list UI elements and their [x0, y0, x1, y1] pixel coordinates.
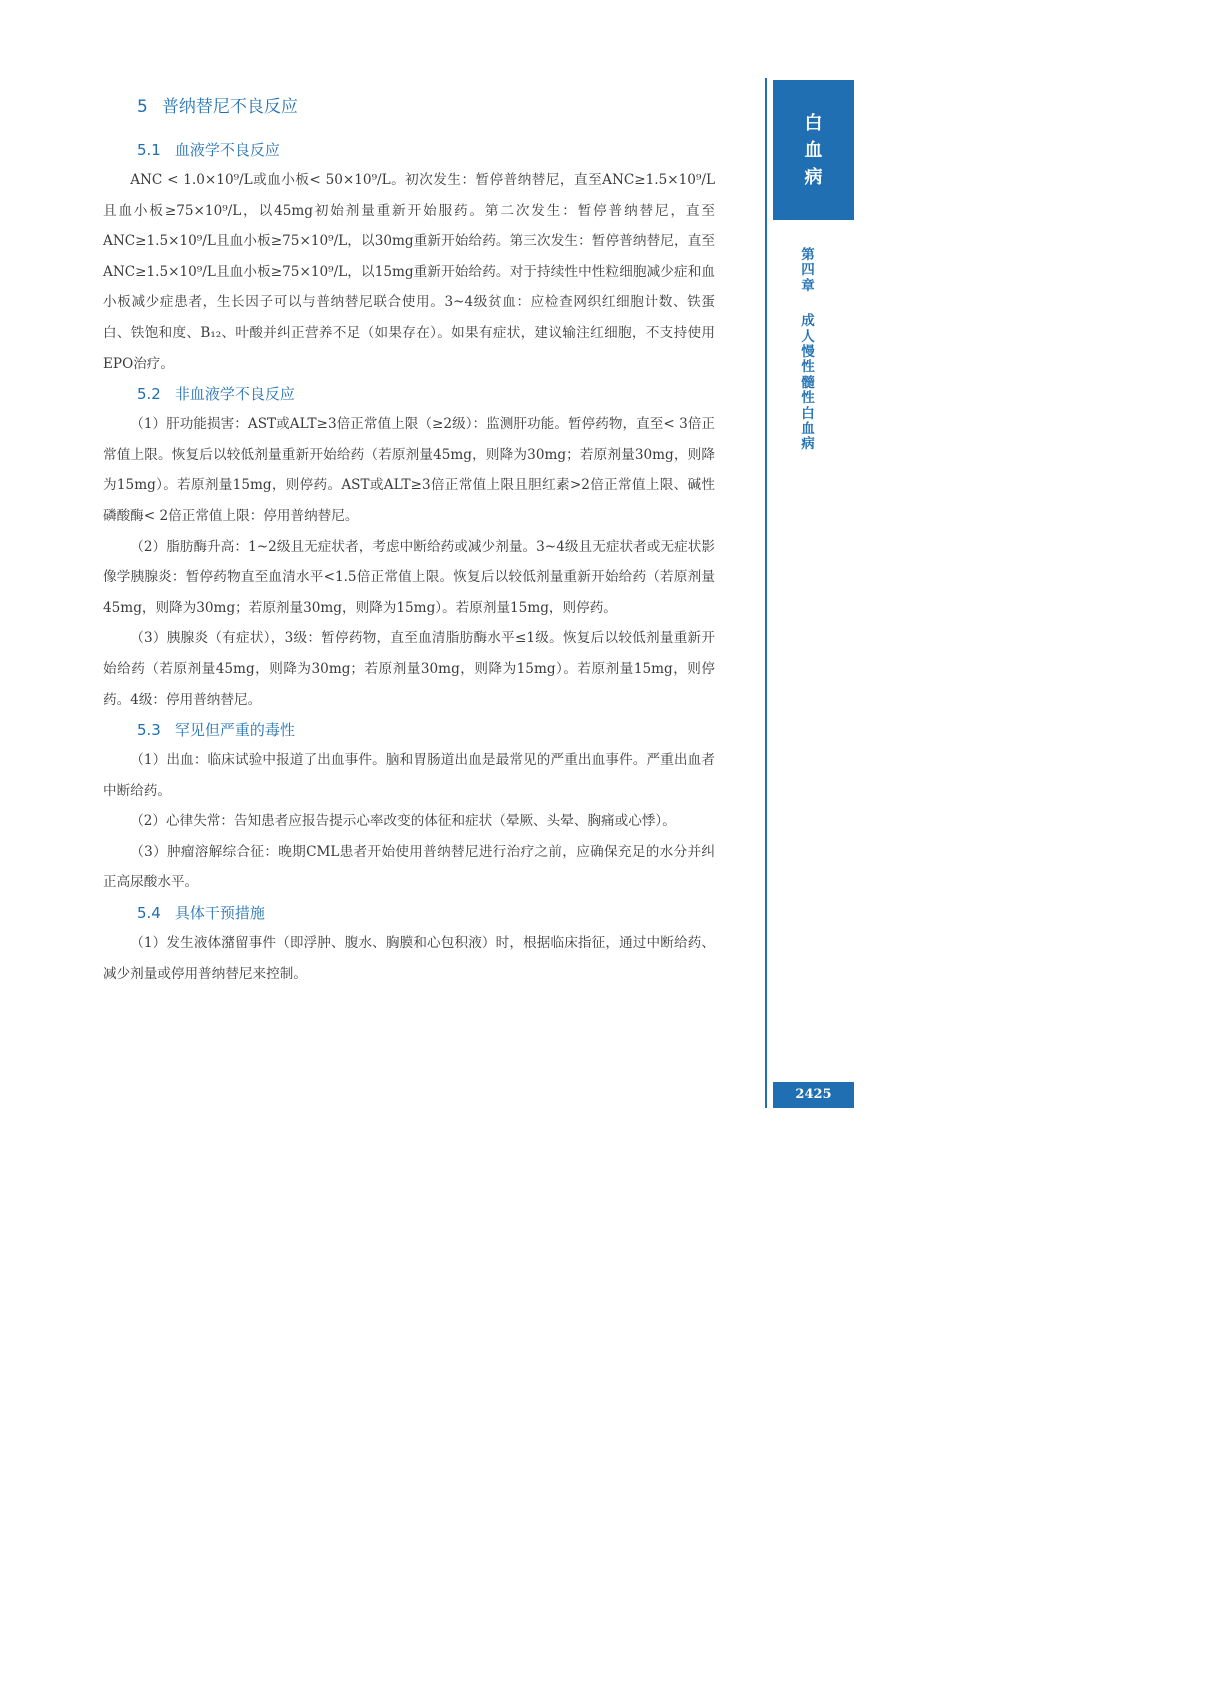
- page-number: 2425: [773, 1082, 854, 1108]
- tab-char: 白: [804, 112, 823, 134]
- paragraph: （3）胰腺炎（有症状），3级：暂停药物，直至血清脂肪酶水平≤1级。恢复后以较低剂量重新开始给药（若原剂量45mg，则降为30mg；若原剂量30mg，则降为15mg）。若原剂量15mg，则停药。4级：停用普纳替尼。: [103, 630, 715, 708]
- paragraph: （1）发生液体潴留事件（即浮肿、腹水、胸膜和心包积液）时，根据临床指征，通过中断给药、减少剂量或停用普纳替尼来控制。: [103, 935, 715, 982]
- paragraph: ANC < 1.0×10⁹/L或血小板< 50×10⁹/L。初次发生：暂停普纳替尼，直至ANC≥1.5×10⁹/L且血小板≥75×10⁹/L，以45mg初始剂量重新开始服药。第二次发生：暂停普纳替尼，直至ANC≥1.5×10⁹/L且血小板≥75×10⁹/L，以30mg重新开始给药。第三次发生：暂停普纳替尼，直至ANC≥1.5×10⁹/L且血小板≥75×10⁹/L，以15mg重新开始给药。对于持续性中性粒细胞减少症和血小板减少症患者，生长因子可以与普纳替尼联合使用。3~4级贫血：应检查网织红细胞计数、铁蛋白、铁饱和度、B₁₂、叶酸并纠正营养不足（如果存在）。如果有症状，建议输注红细胞，不支持使用EPO治疗。: [103, 172, 715, 372]
- paragraph: （2）脂肪酶升高：1~2级且无症状者，考虑中断给药或减少剂量。3~4级且无症状者或无症状影像学胰腺炎：暂停药物直至血清水平<1.5倍正常值上限。恢复后以较低剂量重新开始给药（若原剂量45mg，则降为30mg；若原剂量30mg，则降为15mg）。若原剂量15mg，则停药。: [103, 538, 715, 616]
- chapter-tab: [773, 80, 854, 220]
- subsection-heading-5-4: 5.4 具体干预措施: [137, 904, 265, 923]
- section-heading: 5 普纳替尼不良反应: [137, 97, 298, 117]
- main-content: [103, 88, 715, 989]
- sidebar-divider: [765, 78, 767, 1108]
- subsection-heading-5-1: 5.1 血液学不良反应: [137, 141, 280, 159]
- subsection-heading-5-2: 5.2 非血液学不良反应: [137, 385, 295, 404]
- chapter-number: 第四章: [801, 247, 815, 294]
- paragraph: （3）肿瘤溶解综合征：晚期CML患者开始使用普纳替尼进行治疗之前，应确保充足的水分并纠正高尿酸水平。: [103, 843, 715, 891]
- subsection-heading-5-3: 5.3 罕见但严重的毒性: [137, 721, 295, 740]
- paragraph: （1）肝功能损害：AST或ALT≥3倍正常值上限（≥2级）：监测肝功能。暂停药物，直至< 3倍正常值上限。恢复后以较低剂量重新开始给药（若原剂量45mg，则降为30mg；若原剂量30mg，则降为15mg）。若原剂量15mg，则停药。AST或ALT≥3倍正常值上限且胆红素>2倍正常值上限、碱性磷酸酶< 2倍正常值上限：停用普纳替尼。: [103, 416, 715, 524]
- paragraph: （2）心律失常：告知患者应报告提示心率改变的体征和症状（晕厥、头晕、胸痛或心悸）。: [130, 813, 676, 830]
- tab-char: 病: [804, 166, 823, 188]
- tab-char: 血: [804, 139, 823, 161]
- chapter-title: 成人慢性髓性白血病: [801, 313, 815, 453]
- chapter-label: [797, 248, 819, 453]
- paragraph: （1）出血：临床试验中报道了出血事件。脑和胃肠道出血是最常见的严重出血事件。严重出血者中断给药。: [103, 752, 715, 799]
